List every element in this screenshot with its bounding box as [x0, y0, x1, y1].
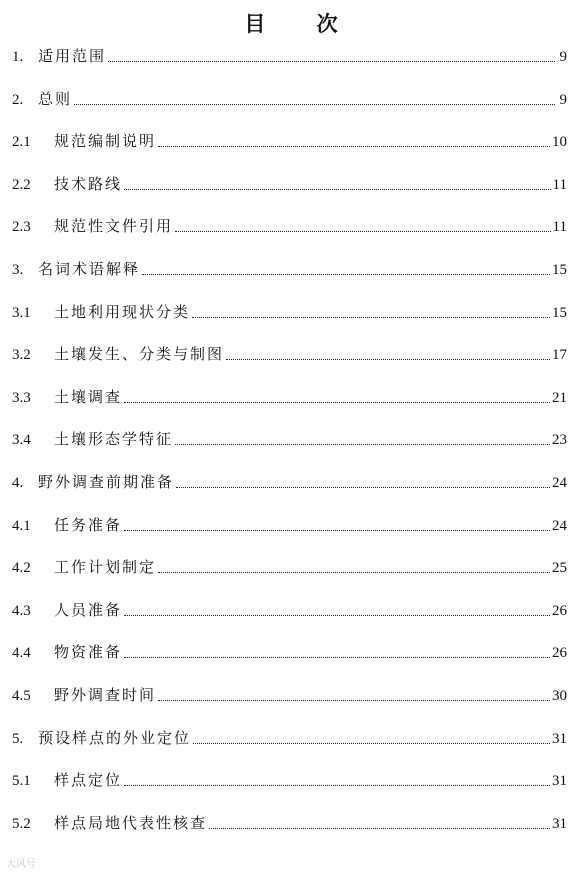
- toc-entry[interactable]: [12, 428, 567, 450]
- toc-entry-page-number: 25: [552, 560, 567, 577]
- toc-entry-label: 土壤形态学特征: [54, 430, 174, 449]
- toc-entry-page-number: 10: [552, 134, 567, 151]
- toc-entry-label: 规范性文件引用: [54, 217, 174, 236]
- toc-entry-page-number: 21: [552, 389, 567, 406]
- toc-entry-number: 3.: [12, 262, 24, 278]
- dot-leader: [175, 230, 551, 232]
- toc-entry-page-number: 9: [559, 49, 567, 65]
- toc-entry-label: 样点局地代表性核查: [54, 813, 208, 832]
- toc-entry[interactable]: [12, 258, 567, 280]
- toc-entry[interactable]: [12, 386, 567, 408]
- toc-entry-label: 土地利用现状分类: [54, 302, 191, 321]
- toc-entry-page-number: 15: [552, 304, 567, 321]
- toc-entry[interactable]: [12, 343, 567, 365]
- toc-entry-page-number: 26: [552, 645, 567, 662]
- toc-entry-label: 工作计划制定: [54, 558, 157, 577]
- toc-entry[interactable]: [12, 599, 567, 621]
- toc-entry-page-number: 11: [552, 219, 567, 236]
- toc-entry[interactable]: [12, 641, 567, 663]
- toc-entry[interactable]: [12, 727, 567, 749]
- toc-entry-number: 4.2: [12, 560, 31, 577]
- toc-entry-number: 5.1: [12, 773, 31, 790]
- dot-leader: [226, 358, 550, 360]
- toc-entry-label: 预设样点的外业定位: [38, 728, 192, 747]
- toc-entry-label: 样点定位: [54, 771, 123, 790]
- toc-entry-page-number: 17: [552, 347, 567, 364]
- toc-entry[interactable]: [12, 812, 567, 834]
- toc-entry[interactable]: [12, 88, 567, 110]
- dot-leader: [124, 784, 550, 786]
- toc-entry[interactable]: [12, 556, 567, 578]
- dot-leader: [108, 60, 555, 62]
- dot-leader: [124, 656, 550, 658]
- toc-entry-number: 4.3: [12, 602, 31, 619]
- toc-entry-label: 技术路线: [54, 174, 123, 193]
- dot-leader: [175, 443, 550, 445]
- dot-leader: [158, 699, 550, 701]
- toc-entry-page-number: 11: [552, 176, 567, 193]
- toc-entry-page-number: 31: [552, 773, 567, 790]
- toc-entry-number: 4.4: [12, 645, 31, 662]
- toc-entry-number: 2.3: [12, 219, 31, 236]
- toc-entry-label: 野外调查前期准备: [38, 473, 175, 491]
- watermark: 大风号: [6, 859, 36, 870]
- toc-entry-number: 3.2: [12, 347, 31, 364]
- toc-entry[interactable]: [12, 471, 567, 493]
- dot-leader: [124, 529, 550, 531]
- dot-leader: [74, 103, 555, 105]
- toc-entry-label: 任务准备: [54, 515, 123, 534]
- toc-entry-number: 4.5: [12, 688, 31, 704]
- dot-leader: [124, 614, 550, 616]
- toc-entry-number: 2.1: [12, 134, 31, 151]
- dot-leader: [176, 486, 550, 488]
- toc-entry-number: 3.3: [12, 389, 31, 406]
- toc-entry[interactable]: [12, 215, 567, 237]
- dot-leader: [158, 145, 550, 147]
- toc-entry[interactable]: [12, 514, 567, 536]
- toc-entry-page-number: 23: [552, 432, 567, 449]
- dot-leader: [158, 571, 550, 573]
- dot-leader: [209, 827, 550, 829]
- toc-entry-page-number: 30: [552, 688, 567, 704]
- dot-leader: [142, 273, 550, 275]
- toc-entry-label: 名词术语解释: [38, 260, 141, 278]
- toc-entry-page-number: 24: [552, 475, 567, 491]
- dot-leader: [193, 742, 550, 744]
- toc-entry-label: 适用范围: [38, 47, 107, 65]
- toc-entry-number: 2.2: [12, 176, 31, 193]
- toc-entry-label: 野外调查时间: [54, 686, 157, 704]
- dot-leader: [124, 401, 550, 403]
- toc-entry-label: 总则: [38, 89, 73, 108]
- toc-entry-page-number: 15: [552, 262, 567, 278]
- toc-entry-number: 3.1: [12, 304, 31, 321]
- toc-entry-label: 土壤调查: [54, 387, 123, 406]
- toc-entry-label: 物资准备: [54, 643, 123, 662]
- toc-entry-label: 规范编制说明: [54, 132, 157, 151]
- toc-entry-number: 5.: [12, 730, 24, 747]
- toc-entry[interactable]: [12, 45, 567, 67]
- toc-entry[interactable]: [12, 301, 567, 323]
- toc-entry-label: 人员准备: [54, 600, 123, 619]
- toc-entry[interactable]: [12, 769, 567, 791]
- dot-leader: [192, 316, 550, 318]
- toc-entry[interactable]: [12, 684, 567, 706]
- toc-title: 目 次: [244, 11, 360, 36]
- toc-entry-page-number: 31: [552, 730, 567, 747]
- toc-entry-page-number: 31: [552, 815, 567, 832]
- toc-entry-number: 4.1: [12, 517, 31, 534]
- toc-entry[interactable]: [12, 173, 567, 195]
- dot-leader: [124, 188, 551, 190]
- toc-entry-label: 土壤发生、分类与制图: [54, 345, 225, 364]
- toc-entry-number: 2.: [12, 91, 24, 108]
- toc-entry-number: 4.: [12, 475, 24, 491]
- toc-entry-page-number: 24: [552, 517, 567, 534]
- toc-entry-number: 5.2: [12, 815, 31, 832]
- toc-entry-page-number: 26: [552, 602, 567, 619]
- toc-entry-number: 3.4: [12, 432, 31, 449]
- toc-entry[interactable]: [12, 130, 567, 152]
- toc-entry-number: 1.: [12, 49, 24, 65]
- toc-entry-page-number: 9: [559, 91, 567, 108]
